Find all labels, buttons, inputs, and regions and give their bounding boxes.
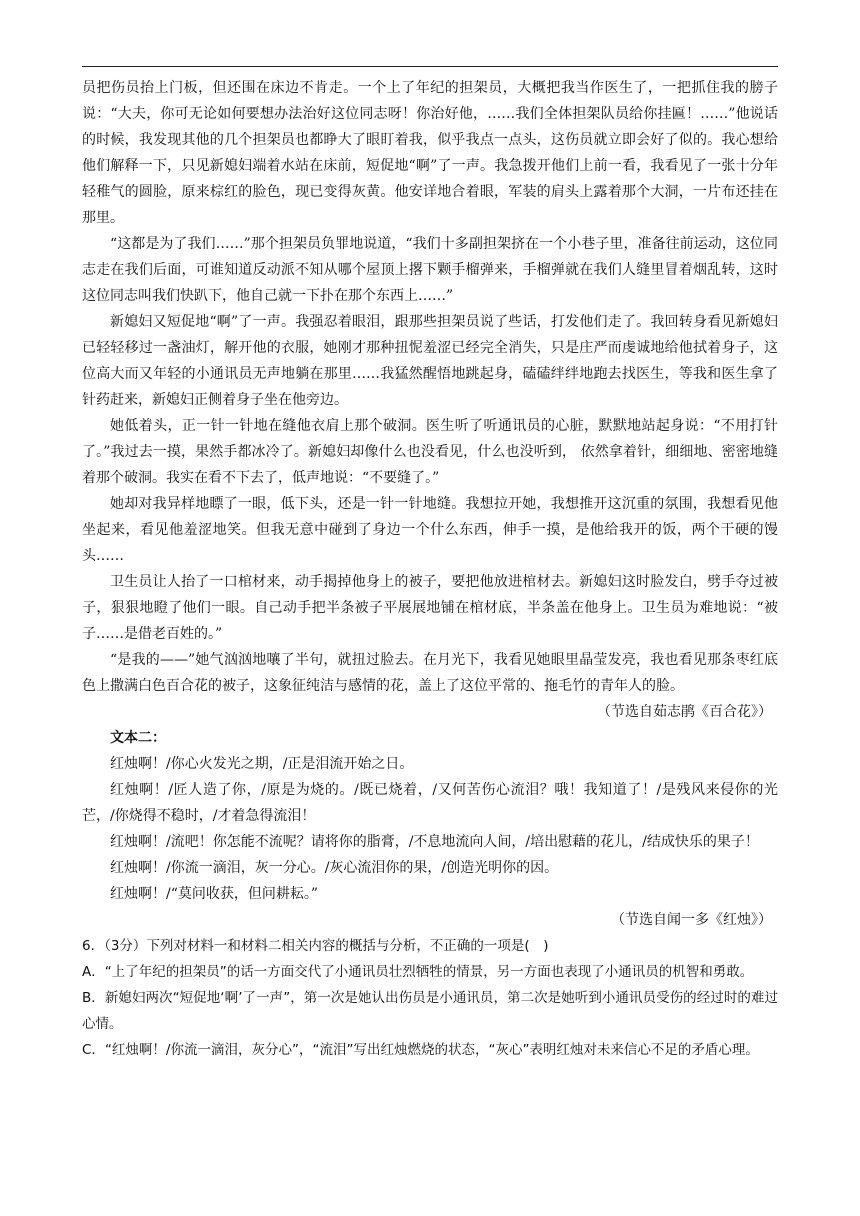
text1-source: （节选自茹志鹃《百合花》） xyxy=(597,704,772,720)
question-stem: 6．（3分）下列对材料一和材料二相关内容的概括与分析，不正确的一项是( ) xyxy=(82,938,549,954)
question-option-a: A．“上了年纪的担架员”的话一方面交代了小通讯员壮烈牺牲的情景，另一方面也表现了小通讯员的机智和勇敢。 xyxy=(82,964,754,980)
text2-heading: 文本二： xyxy=(110,730,166,746)
question-option-b: B．新媳妇两次“短促地‘啊’了一声”，第一次是她认出伤员是小通讯员，第二次是她听到小通讯员受伤的经过时的难过心情。 xyxy=(82,990,778,1032)
poem-stanza: 红烛啊！/流吧！你怎能不流呢？请将你的脂膏，/不息地流向人间，/培出慰藉的花儿，/结成快乐的果子！ xyxy=(110,834,759,850)
poem-stanza: 红烛啊！/你流一滴泪，灰一分心。/灰心流泪你的果，/创造光明你的因。 xyxy=(110,860,559,876)
text1-paragraph: “这都是为了我们……”那个担架员负罪地说道，“我们十多副担架挤在一个小巷子里，准备往前运动，这位同志走在我们后面，可谁知道反动派不知从哪个屋顶上撂下颗手榴弹来，手榴弹就在我们人缝里冒着烟乱转，这时这位同志叫我们快趴下，他自己就一下扑在那个东西上……” xyxy=(82,236,778,304)
poem-stanza: 红烛啊！/匠人造了你，/原是为烧的。/既已烧着，/又何苦伤心流泪？哦！我知道了！/是残风来侵你的光芒，/你烧得不稳时，/才着急得流泪！ xyxy=(82,782,778,824)
question-option-c: C．“红烛啊！/你流一滴泪，灰分心”，“流泪”写出红烛燃烧的状态，“灰心”表明红烛对未来信心不足的矛盾心理。 xyxy=(82,1042,759,1058)
text1-paragraph: 她却对我异样地瞟了一眼，低下头，还是一针一针地缝。我想拉开她，我想推开这沉重的氛围，我想看见他坐起来，看见他羞涩地笑。但我无意中碰到了身边一个什么东西，伸手一摸，是他给我开的饭，两个干硬的馒头…… xyxy=(82,496,778,564)
poem-stanza: 红烛啊！/“莫问收获，但问耕耘。” xyxy=(110,886,319,902)
document-body xyxy=(82,75,778,1063)
text1-paragraph: “是我的——”她气汹汹地嚷了半句，就扭过脸去。在月光下，我看见她眼里晶莹发亮，我也看见那条枣红底色上撒满白色百合花的被子，这象征纯洁与感情的花，盖上了这位平常的、拖毛竹的青年人的脸。 xyxy=(82,652,778,694)
header-rule xyxy=(82,66,778,67)
text1-paragraph: 员把伤员抬上门板，但还围在床边不肯走。一个上了年纪的担架员，大概把我当作医生了，一把抓住我的膀子说：“大夫，你可无论如何要想办法治好这位同志呀！你治好他，……我们全体担架队员给你挂匾！……”他说话的时候，我发现其他的几个担架员也都睁大了眼盯着我，似乎我点一点头，这伤员就立即会好了似的。我心想给他们解释一下，只见新媳妇端着水站在床前，短促地“啊”了一声。我急拨开他们上前一看，我看见了一张十分年轻稚气的圆脸，原来棕红的脸色，现已变得灰黄。他安详地合着眼，军装的肩头上露着那个大洞，一片布还挂在那里。 xyxy=(82,80,778,226)
text1-paragraph: 新媳妇又短促地“啊”了一声。我强忍着眼泪，跟那些担架员说了些话，打发他们走了。我回转身看见新媳妇已轻轻移过一盏油灯，解开他的衣服，她刚才那种扭怩羞涩已经完全消失，只是庄严而虔诚地给他拭着身子，这位高大而又年轻的小通讯员无声地躺在那里……我猛然醒悟地跳起身，磕磕绊绊地跑去找医生，等我和医生拿了针药赶来，新媳妇正侧着身子坐在他旁边。 xyxy=(82,314,778,408)
text1-paragraph: 她低着头，正一针一针地在缝他衣肩上那个破洞。医生听了听通讯员的心脏，默默地站起身说：“不用打针了。”我过去一摸，果然手都冰冷了。新媳妇却像什么也没看见，什么也没听到， 依然拿着针，细细地、密密地缝着那个破洞。我实在看不下去了，低声地说：“不要缝了。” xyxy=(82,418,778,486)
text1-paragraph: 卫生员让人抬了一口棺材来，动手揭掉他身上的被子，要把他放进棺材去。新媳妇这时脸发白，劈手夺过被子，狠狠地瞪了他们一眼。自己动手把半条被子平展展地铺在棺材底，半条盖在他身上。卫生员为难地说：“被子……是借老百姓的。” xyxy=(82,574,778,642)
poem-stanza: 红烛啊！/你心火发光之期，/正是泪流开始之日。 xyxy=(110,756,414,772)
text2-source: （节选自闻一多《红烛》） xyxy=(611,912,772,928)
